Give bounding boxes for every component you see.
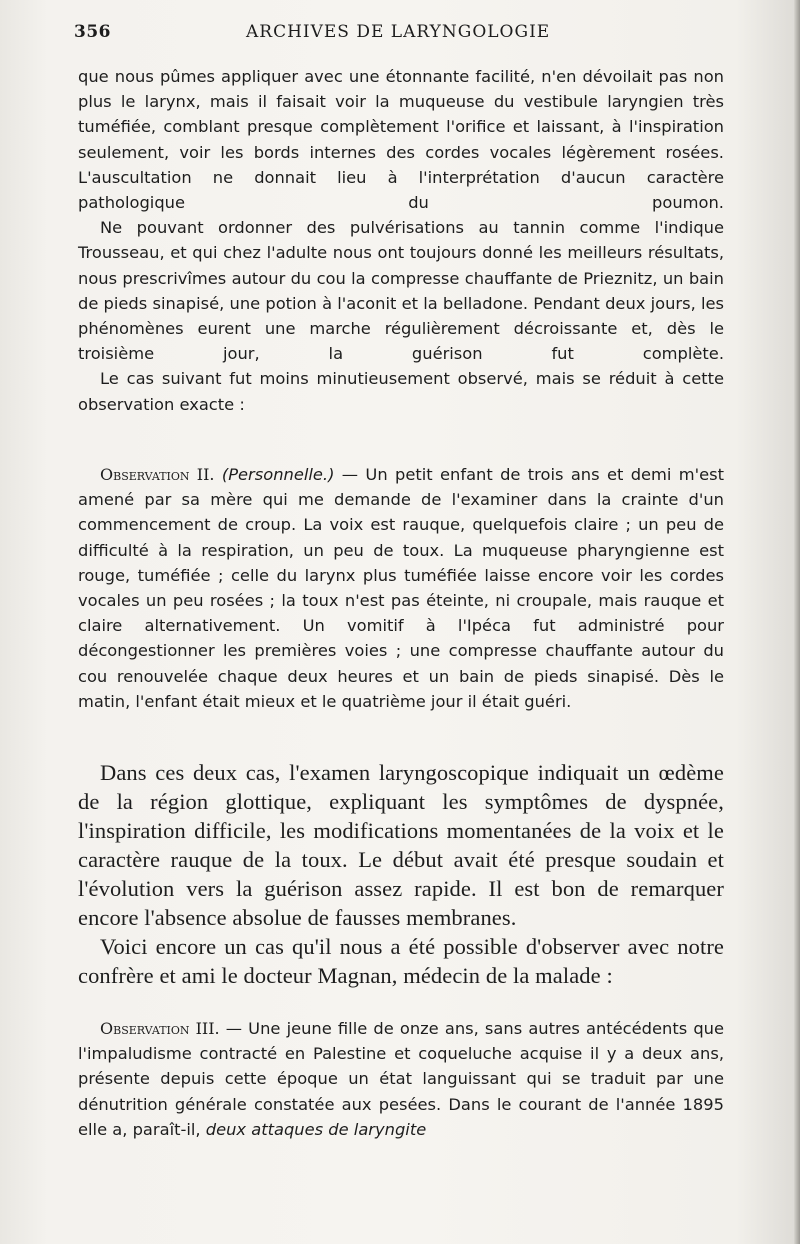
paragraph: Le cas suivant fut moins minutieusement observé, mais se réduit à cette observation exacte :: [78, 369, 724, 414]
paragraph: Ne pouvant ordonner des pulvérisations au tannin comme l'indique Trousseau, et qui chez l'adulte nous ont toujours donné les meilleurs résultats, nous prescrivîmes autour du cou la compresse chauffante de Prieznitz, un bain de pieds sinapisé, une potion à l'aconit et la belladone. Pendant deux jours, les phénomènes eurent une marche régulièrement décroissante et, dès le troisième jour, la guérison fut complète.: [78, 218, 724, 364]
observation-paragraph: [78, 1016, 724, 1142]
running-head: ARCHIVES DE LARYNGOLOGIE: [246, 22, 551, 42]
observation-paragraph: [78, 462, 724, 714]
page-number: 356: [74, 22, 111, 42]
observation-text: — Une jeune fille de onze ans, sans autres antécédents que l'impaludisme contracté en Palestine et coqueluche acquise il y a deux ans, présente depuis cette époque un état languissant qui se traduit par une dénutrition générale constatée aux pesées. Dans le courant de l'année 1895 elle a, paraît-il,: [78, 1019, 724, 1139]
observation-2: [78, 462, 724, 714]
paragraph: Dans ces deux cas, l'examen laryngoscopique indiquait un œdème de la région glottique, expliquant les symptômes de dyspnée, l'inspiration difficile, les modifications momentanées de la voix et le caractère rauque de la toux. Le début avait été presque soudain et l'évolution vers la guérison assez rapide. Il est bon de remarquer encore l'absence absolue de fausses membranes.: [78, 760, 724, 930]
observation-italic-text: deux attaques de laryngite: [205, 1119, 427, 1139]
section-continuation: [78, 64, 724, 417]
observation-title: Observation II.: [100, 465, 215, 484]
observation-subtitle: (Personnelle.): [221, 465, 335, 484]
paragraph: que nous pûmes appliquer avec une étonnante facilité, n'en dévoilait pas non plus le larynx, mais il faisait voir la muqueuse du vestibule laryngien très tuméfiée, comblant presque complètement l'orifice et laissant, à l'inspiration seulement, voir les bords internes des cordes vocales légèrement rosées. L'auscultation ne donnait lieu à l'interprétation d'aucun caractère pathologique du poumon.: [78, 67, 724, 213]
page-header: [74, 22, 724, 46]
observation-title: Observation III.: [100, 1019, 220, 1038]
discussion-section: [78, 758, 724, 990]
paragraph: Voici encore un cas qu'il nous a été possible d'observer avec notre confrère et ami le docteur Magnan, médecin de la malade :: [78, 934, 724, 988]
observation-3: [78, 1016, 724, 1142]
observation-text: — Un petit enfant de trois ans et demi m'est amené par sa mère qui me demande de l'examiner dans la crainte d'un commencement de croup. La voix est rauque, quelquefois claire ; un peu de difficulté à la respiration, un peu de toux. La muqueuse pharyngienne est rouge, tuméfiée ; celle du larynx plus tuméfiée laisse encore voir les cordes vocales un peu rosées ; la toux n'est pas éteinte, ni croupale, mais rauque et claire alternativement. Un vomitif à l'Ipéca fut administré pour décongestionner les premières voies ; une compresse chauffante autour du cou renouvelée chaque deux heures et un bain de pieds sinapisé. Dès le matin, l'enfant était mieux et le quatrième jour il était guéri.: [78, 465, 724, 711]
page-edge-shadow: [794, 0, 800, 1244]
